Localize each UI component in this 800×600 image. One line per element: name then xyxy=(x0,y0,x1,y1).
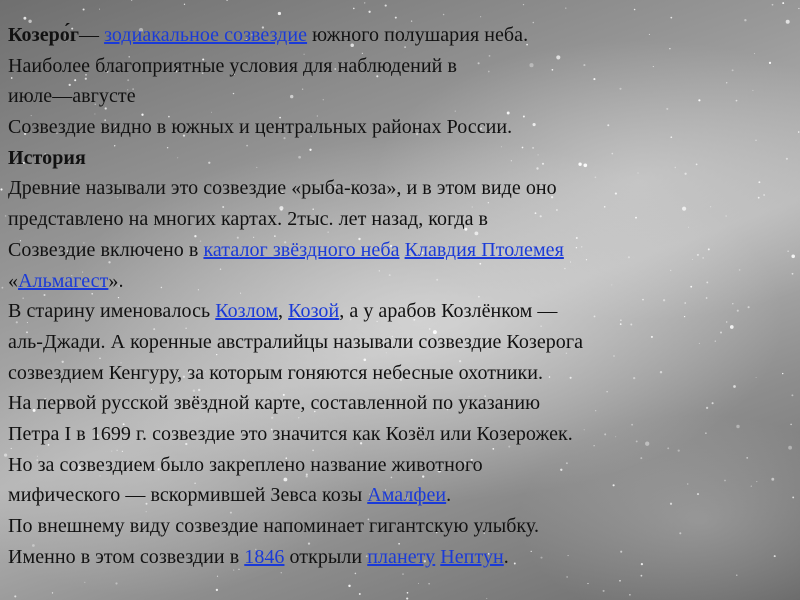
star-dot xyxy=(131,0,132,1)
history-line-9: Петра I в 1699 г. созвездие это значится как Козёл или Козерожек. xyxy=(8,422,573,445)
history-line-7: созвездием Кенгуру, за которым гоняются небесные охотники. xyxy=(8,361,544,384)
star-dot xyxy=(226,0,228,1)
star-dot xyxy=(359,593,361,595)
star-dot xyxy=(281,572,282,573)
title-word: Козеро́г xyxy=(8,24,79,46)
star-dot xyxy=(83,8,85,10)
star-dot xyxy=(634,9,636,11)
star-dot xyxy=(14,595,16,597)
intro-line-2: Наиболее благоприятные условия для наблюдений в xyxy=(8,54,457,77)
star-dot xyxy=(115,582,117,584)
star-dot xyxy=(99,9,100,10)
history-line-12: По внешнему виду созвездие напоминает гигантскую улыбку. xyxy=(8,515,540,537)
star-dot xyxy=(443,14,445,16)
star-dot xyxy=(407,592,409,594)
star-dot xyxy=(798,131,800,133)
history-line-5: В старину именовалось Козлом, Козой, а у арабов Козлёнком — xyxy=(8,300,558,323)
intro-line-1: Козеро́г— зодиакальное созвездие южного полушария неба. xyxy=(8,24,529,46)
star-dot xyxy=(619,580,621,582)
star-dot xyxy=(368,11,370,13)
star-dot xyxy=(566,576,567,577)
link-claudius-ptolemy[interactable]: Клавдия Птолемея xyxy=(404,238,564,261)
link-planet[interactable]: планету xyxy=(367,545,436,568)
history-heading: История xyxy=(8,146,86,169)
star-dot xyxy=(4,454,7,457)
history-line-6: аль-Джади. А коренные австралийцы называли созвездие Козерога xyxy=(8,330,584,353)
star-dot xyxy=(402,573,403,574)
intro-line-3: июле—августе xyxy=(8,85,136,108)
history-line-10: Но за созвездием было закреплено название животного xyxy=(8,453,483,476)
link-1846[interactable]: 1846 xyxy=(244,545,285,568)
star-dot xyxy=(353,8,355,10)
star-dot xyxy=(641,575,643,577)
history-line-3: Созвездие включено в каталог звёздного неба Клавдия Птолемея xyxy=(8,238,564,261)
star-dot xyxy=(670,17,672,19)
star-dot xyxy=(406,598,408,600)
link-almagest[interactable]: Альмагест xyxy=(18,269,109,292)
star-dot xyxy=(364,2,365,3)
star-dot xyxy=(2,287,4,289)
history-line-1: Древние называли это созвездие «рыба-коза», и в этом виде оно xyxy=(8,177,557,200)
star-dot xyxy=(486,598,487,599)
star-dot xyxy=(428,583,429,584)
star-dot xyxy=(5,215,7,217)
star-dot xyxy=(184,4,185,5)
star-dot xyxy=(52,592,53,593)
star-dot xyxy=(782,2,784,4)
star-dot xyxy=(587,583,588,584)
star-dot xyxy=(385,5,387,7)
star-dot xyxy=(278,12,281,15)
star-dot xyxy=(0,188,2,190)
star-dot xyxy=(565,8,566,9)
history-line-8: На первой русской звёздной карте, составленной по указанию xyxy=(8,392,541,415)
intro-line-4: Созвездие видно в южных и центральных районах России. xyxy=(8,116,513,139)
star-dot xyxy=(603,590,605,592)
star-dot xyxy=(736,575,737,576)
star-dot xyxy=(395,17,397,19)
star-dot xyxy=(523,4,524,5)
history-line-11: мифического — вскормившей Зевса козы Амалфеи. xyxy=(8,484,452,507)
history-line-4: «Альмагест». xyxy=(8,269,124,292)
link-amalthea[interactable]: Амалфеи xyxy=(367,484,447,507)
star-dot xyxy=(84,582,85,583)
link-koza[interactable]: Козой xyxy=(288,300,340,323)
star-dot xyxy=(418,583,419,584)
star-dot xyxy=(480,16,481,17)
article-text xyxy=(8,20,798,572)
link-zodiac-constellation[interactable]: зодиакальное созвездие xyxy=(104,24,308,46)
link-star-catalog[interactable]: каталог звёздного неба xyxy=(203,238,400,261)
star-dot xyxy=(798,8,799,9)
star-dot xyxy=(629,594,631,596)
history-line-2: представлено на многих картах. 2тыс. лет назад, когда в xyxy=(8,208,489,231)
link-kozel[interactable]: Козлом xyxy=(215,300,279,323)
star-dot xyxy=(216,589,218,591)
link-neptune[interactable]: Нептун xyxy=(440,545,504,568)
star-dot xyxy=(348,585,350,587)
star-dot xyxy=(355,573,357,575)
star-dot xyxy=(772,4,774,6)
history-line-13: Именно в этом созвездии в 1846 открыли планету Нептун. xyxy=(8,545,509,568)
star-dot xyxy=(217,576,218,577)
